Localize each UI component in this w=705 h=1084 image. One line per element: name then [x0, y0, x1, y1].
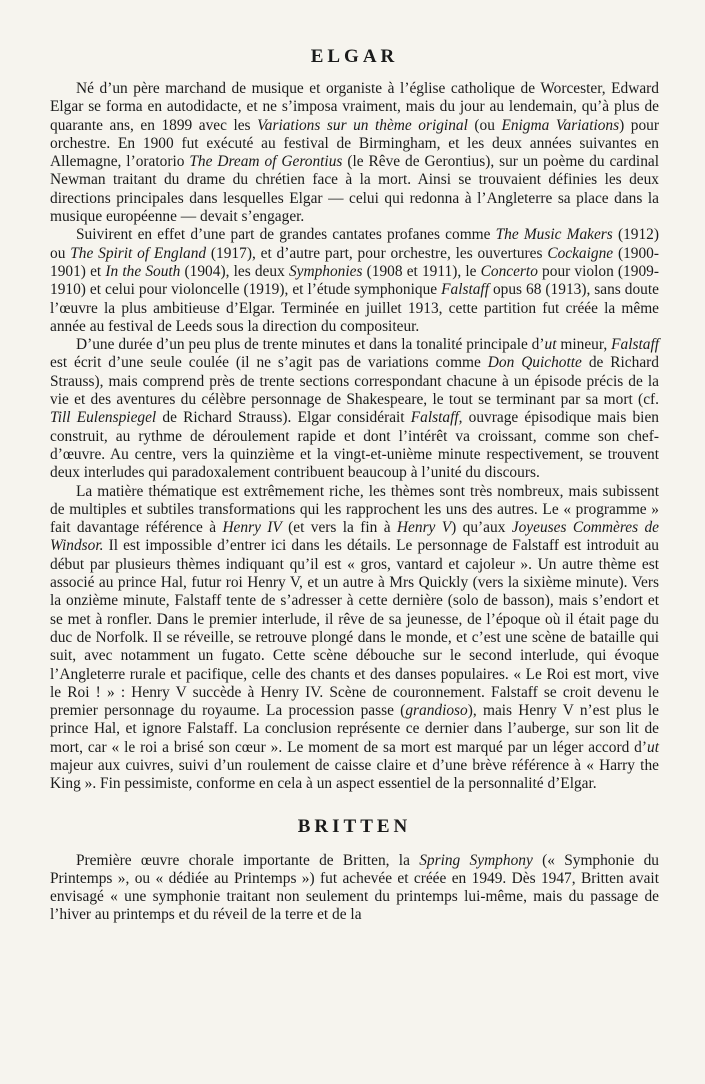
elgar-paragraph-1: Né d’un père marchand de musique et organiste à l’église catholique de Worcester, Edward Elgar se forma en autodidacte, et ne s’imposa vraiment, mais du jour au lendemain, qu’à plus de quarante ans, en 1899 avec les Variations sur un thème original (ou Enigma Variations) pour orchestre. En 1900 fut exécuté au festival de Birmingham, et les deux années suivantes en Allemagne, l’oratorio The Dream of Gerontius (le Rêve de Gerontius), sur un poème du cardinal Newman traitant du drame du chrétien face à la mort. Ainsi se trouvaient définies les deux directions principales dans lesquelles Elgar — celui qui redonna à l’Angleterre sa place dans la musique européenne — devait s’engager. — [50, 80, 660, 226]
section-heading-britten: BRITTEN — [297, 815, 412, 837]
elgar-paragraph-4: La matière thématique est extrêmement riche, les thèmes sont très nombreux, mais subissent de multiples et subtiles transformations qui les rapprochent les uns des autres. Le « programme » fait davantage référence à Henry IV (et vers la fin à Henry V) qu’aux Joyeuses Commères de Windsor. Il est impossible d’entrer ici dans les détails. Le personnage de Falstaff est introduit au début par plusieurs thèmes indiquant qu’il est « gros, vantard et cajoleur ». Un autre thème est associé au prince Hal, futur roi Henry V, et un autre à Mrs Quickly (vers la sixième minute). Vers la onzième minute, Falstaff tente de s’adresser à cette dernière (solo de basson), mais s’endort et se met à ronfler. Dans le premier interlude, il rêve de sa jeunesse, de l’époque où il était page du duc de Norfolk. Il se réveille, se retrouve plongé dans le monde, et c’est une scène de bataille qui suit, avec notamment un fugato. Cette scène débouche sur le second interlude, qui évoque l’Angleterre rurale et pacifique, celle des chants et des danses populaires. « Le Roi est mort, vive le Roi ! » : Henry V succède à Henry IV. Scène de couronnement. Falstaff se croit devenu le premier personnage du royaume. La procession passe (grandioso), mais Henry V n’est plus le prince Hal, et ignore Falstaff. La conclusion représente ce dernier dans l’auberge, sur son lit de mort, car « le roi a brisé son cœur ». Le moment de sa mort est marqué par un léger accord d’ut majeur aux cuivres, suivi d’un roulement de caisse claire et d’une brève référence à « Harry the King ». Fin pessimiste, conforme en cela à un aspect essentiel de la personnalité d’Elgar. — [50, 482, 659, 793]
section-heading-elgar: ELGAR — [310, 46, 399, 67]
elgar-paragraph-3: D’une durée d’un peu plus de trente minutes et dans la tonalité principale d’ut mineur, Falstaff est écrit d’une seule coulée (il ne s’agit pas de variations comme Don Quichotte de Richard Strauss), mais comprend près de trente sections correspondant chacune à un épisode précis de la vie et des aventures du célèbre personnage de Shakespeare, le tout se terminant par sa mort (cf. Till Eulenspiegel de Richard Strauss). Elgar considérait Falstaff, ouvrage épisodique mais bien construit, au rythme de déroulement rapide et dont l’intérêt va croissant, comme son chef-d’œuvre. Au centre, vers la quinzième et la vingt-et-unième minute respectivement, se trouvent deux interludes qui paradoxalement contribuent beaucoup à l’unité du discours. — [50, 336, 659, 482]
britten-paragraph-1: Première œuvre chorale importante de Britten, la Spring Symphony (« Symphonie du Printemps », ou « dédiée au Printemps ») fut achevée et créée en 1949. Dès 1947, Britten avait envisagé « une symphonie traitant non seulement du printemps lui-même, mais du passage de l’hiver au printemps et du réveil de la terre et de la — [50, 851, 659, 924]
elgar-paragraph-2: Suivirent en effet d’une part de grandes cantates profanes comme The Music Makers (1912) ou The Spirit of England (1917), et d’autre part, pour orchestre, les ouvertures Cockaigne (1900-1901) et In the South (1904), les deux Symphonies (1908 et 1911), le Concerto pour violon (1909-1910) et celui pour violoncelle (1919), et l’étude symphonique Falstaff opus 68 (1913), sans doute l’œuvre la plus ambitieuse d’Elgar. Terminée en juillet 1913, cette partition fut créée la même année au festival de Leeds sous la direction du compositeur. — [50, 226, 659, 335]
